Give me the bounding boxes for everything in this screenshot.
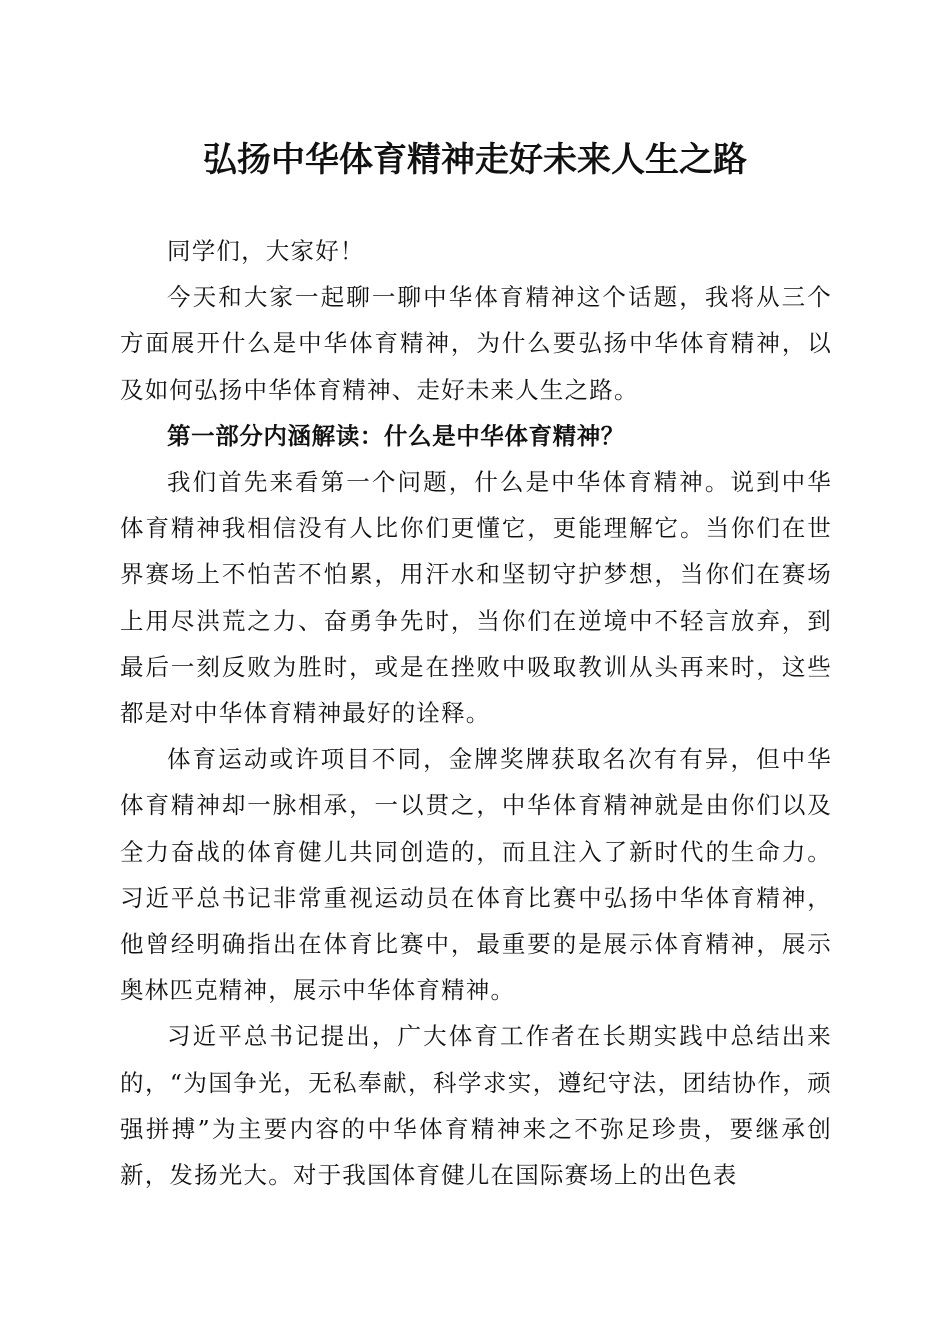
section-heading: 第一部分内涵解读：什么是中华体育精神？ [167,421,625,450]
document-title: 弘扬中华体育精神走好未来人生之路 [203,140,747,180]
intro-paragraph: 今天和大家一起聊一聊中华体育精神这个话题，我将从三个方面展开什么是中华体育精神，为什么要弘扬中华体育精神，以及如何弘扬中华体育精神、走好未来人生之路。 [120,283,832,404]
document-body [120,228,832,1198]
greeting-paragraph: 同学们，大家好！ [167,237,365,265]
body-paragraph: 体育运动或许项目不同，金牌奖牌获取名次有有异，但中华体育精神却一脉相承，一以贯之，中华体育精神就是由你们以及全力奋战的体育健儿共同创造的，而且注入了新时代的生命力。习近平总书记非常重视运动员在体育比赛中弘扬中华体育精神，他曾经明确指出在体育比赛中，最重要的是展示体育精神，展示奥林匹克精神，展示中华体育精神。 [120,745,832,1005]
body-paragraph: 习近平总书记提出，广大体育工作者在长期实践中总结出来的，“为国争光，无私奉献，科学求实，遵纪守法，团结协作，顽强拼搏”为主要内容的中华体育精神来之不弥足珍贵，要继承创新，发扬光大。对于我国体育健儿在国际赛场上的出色表 [120,1022,832,1190]
body-paragraph: 我们首先来看第一个问题，什么是中华体育精神。说到中华体育精神我相信没有人比你们更懂它，更能理解它。当你们在世界赛场上不怕苦不怕累，用汗水和坚韧守护梦想，当你们在赛场上用尽洪荒之力、奋勇争先时，当你们在逆境中不轻言放弃，到最后一刻反败为胜时，或是在挫败中吸取教训从头再来时，这些都是对中华体育精神最好的诠释。 [120,468,832,728]
